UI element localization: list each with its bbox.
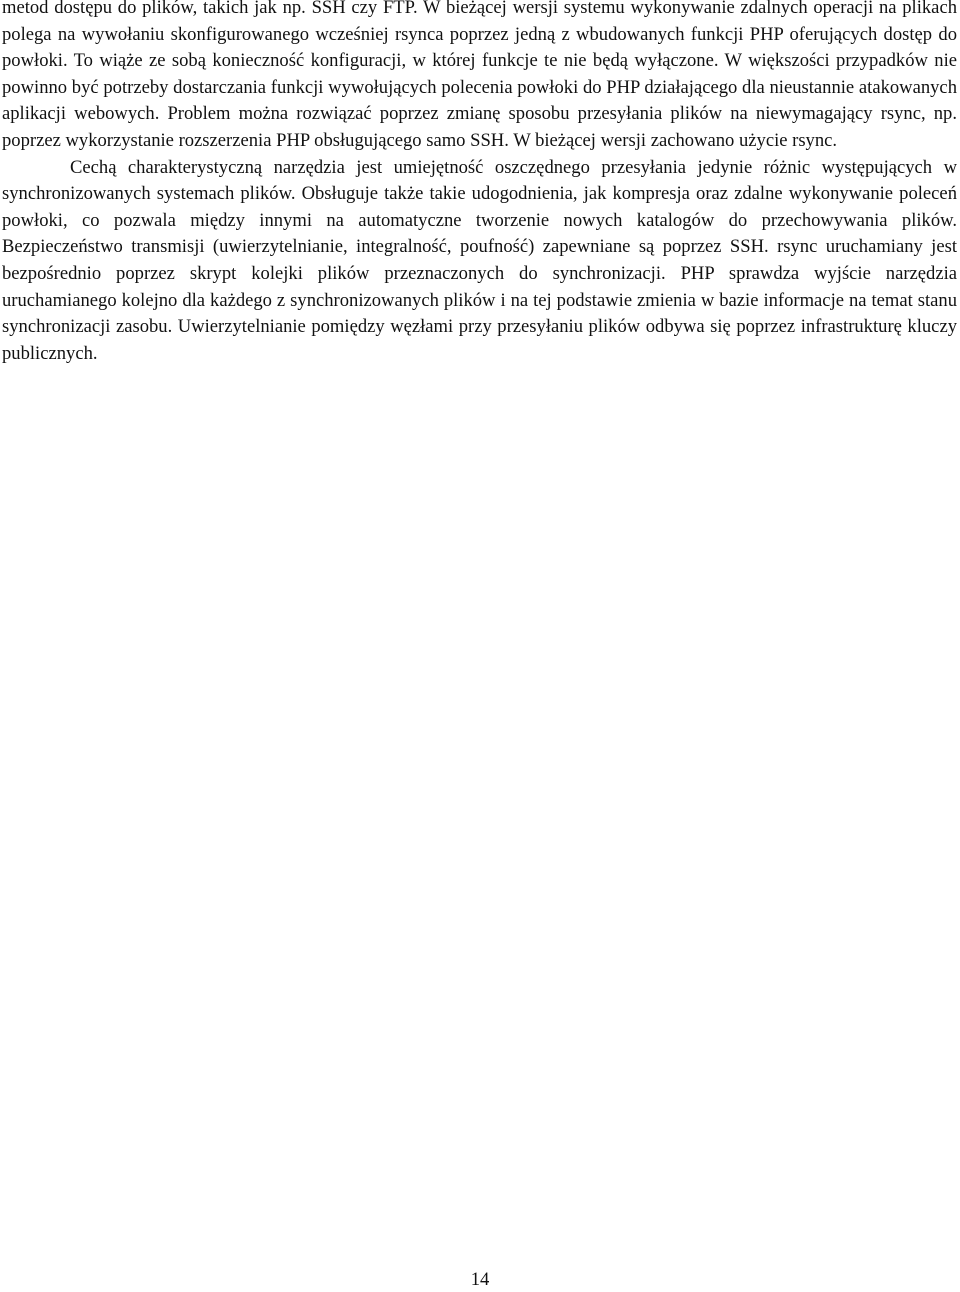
- page-number: 14: [470, 1269, 490, 1290]
- body-paragraph: Cechą charakterystyczną narzędzia jest umiejętność oszczędnego przesyłania jedynie różnic występujących w synchronizowanych systemach plików. Obsługuje także takie udogodnienia, jak kompresja oraz zdalne wykonywanie poleceń powłoki, co pozwala między innymi na automatyczne tworzenie nowych katalogów do przechowywania plików. Bezpieczeństwo transmisji (uwierzytelnianie, integralność, poufność) zapewniane są poprzez SSH. rsync uruchamiany jest bezpośrednio poprzez skrypt kolejki plików przeznaczonych do synchronizacji. PHP sprawdza wyjście narzędzia uruchamianego kolejno dla każdego z synchronizowanych plików i na tej podstawie zmienia w bazie informacje na temat stanu synchronizacji zasobu. Uwierzytelnianie pomiędzy węzłami przy przesyłaniu plików odbywa się poprzez infrastrukturę kluczy publicznych.: [2, 156, 957, 364]
- body-paragraph-continued: metod dostępu do plików, takich jak np. SSH czy FTP. W bieżącej wersji systemu wykonywanie zdalnych operacji na plikach polega na wywołaniu skonfigurowanego wcześniej rsynca poprzez jedną z wbudowanych funkcji PHP oferujących dostęp do powłoki. To wiąże ze sobą konieczność konfiguracji, w której funkcje te nie będą wyłączone. W większości przypadków nie powinno być potrzeby dostarczania funkcji wywołujących polecenia powłoki do PHP działającego dla nieustannie atakowanych aplikacji webowych. Problem można rozwiązać poprzez zmianę sposobu przesyłania plików na niewymagający rsync, np. poprzez wykorzystanie rozszerzenia PHP obsługującego samo SSH. W bieżącej wersji zachowano użycie rsync.: [2, 0, 957, 151]
- document-page: [2, 0, 957, 367]
